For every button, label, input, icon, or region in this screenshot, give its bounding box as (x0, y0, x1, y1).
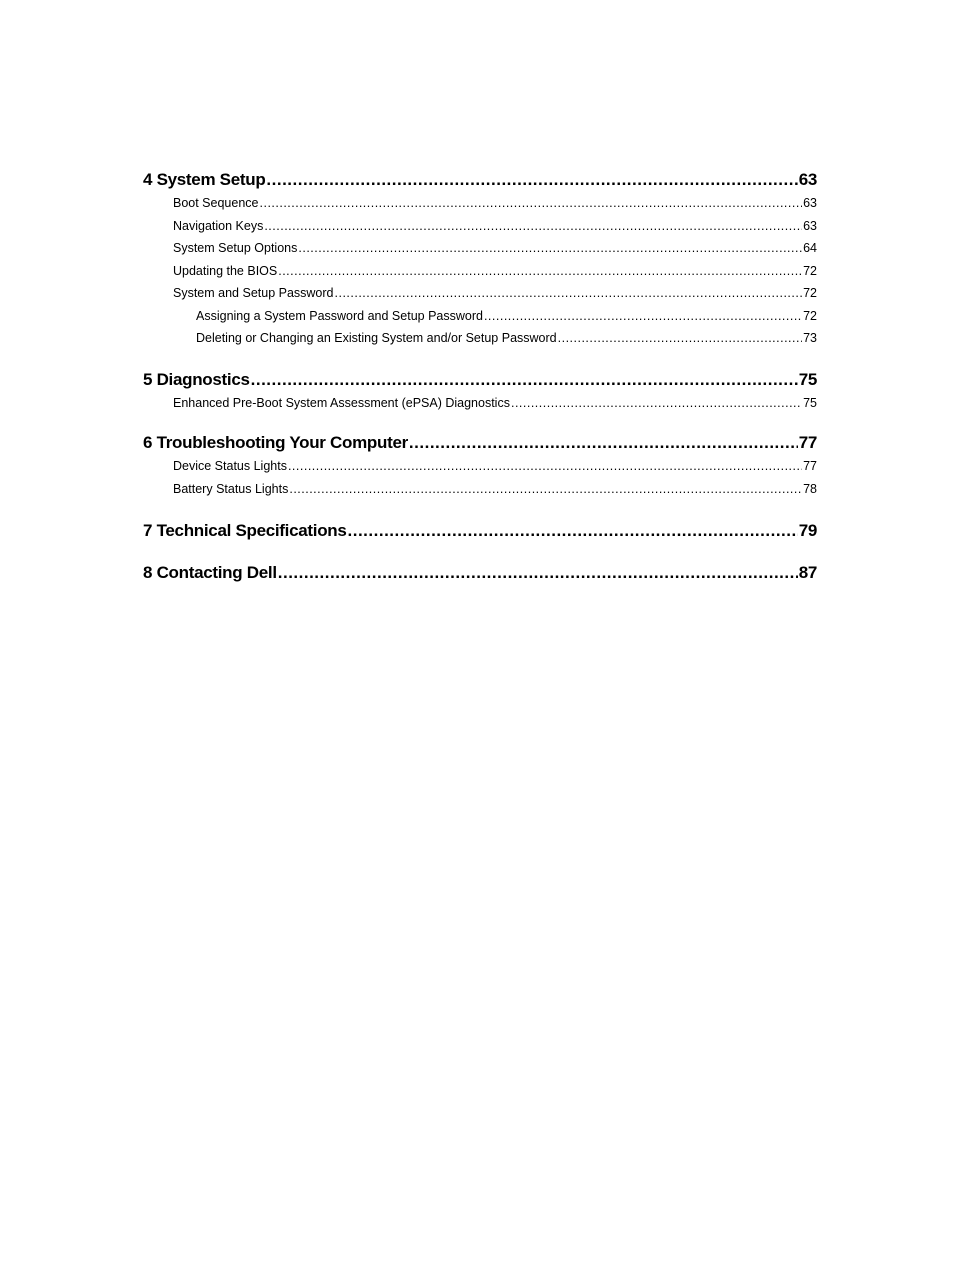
toc-subitem-title: Assigning a System Password and Setup Password (196, 308, 483, 323)
toc-page-number: 63 (803, 218, 817, 233)
toc-chapter-5[interactable] (143, 368, 817, 392)
dot-leader (278, 561, 798, 585)
toc-chapter-7[interactable] (143, 519, 817, 543)
toc-item[interactable] (143, 392, 817, 415)
toc-item[interactable] (143, 215, 817, 238)
dot-leader (266, 168, 797, 192)
dot-leader (260, 192, 803, 215)
toc-item-title: Boot Sequence (173, 196, 259, 210)
section-spacer (143, 414, 817, 431)
toc-subitem[interactable] (143, 305, 817, 328)
toc-page-number: 72 (803, 286, 817, 300)
dot-leader (348, 519, 798, 543)
dot-leader (288, 455, 802, 478)
section-spacer (143, 350, 817, 368)
dot-leader (558, 327, 802, 350)
toc-page-number: 79 (798, 521, 817, 540)
dot-leader (298, 237, 802, 260)
toc-item-title: Battery Status Lights (173, 481, 289, 496)
dot-leader (335, 282, 803, 305)
toc-item-title: Device Status Lights (173, 459, 287, 473)
toc-item-title: System and Setup Password (173, 286, 334, 300)
dot-leader (484, 305, 802, 328)
toc-page-number: 73 (803, 331, 817, 345)
toc-chapter-title: 6 Troubleshooting Your Computer (143, 433, 408, 452)
toc-item[interactable] (143, 478, 817, 501)
toc-chapter-title: 8 Contacting Dell (143, 563, 277, 582)
toc-subitem[interactable] (143, 327, 817, 350)
dot-leader (278, 260, 802, 283)
toc-item-title: System Setup Options (173, 241, 298, 255)
toc-page-number: 78 (803, 481, 817, 496)
toc-subitem-title: Deleting or Changing an Existing System and/or Setup Password (196, 331, 557, 345)
toc-page-number: 72 (803, 263, 817, 278)
dot-leader (251, 368, 798, 392)
dot-leader (511, 392, 802, 415)
toc-page-number: 75 (798, 369, 817, 389)
toc-page-number: 77 (798, 433, 817, 452)
toc-item-title: Updating the BIOS (173, 263, 278, 278)
toc-chapter-4[interactable] (143, 168, 817, 192)
toc-chapter-8[interactable] (143, 561, 817, 585)
toc-item[interactable] (143, 260, 817, 283)
toc-page-number: 77 (803, 459, 817, 473)
toc-page-number: 87 (798, 563, 817, 582)
toc-item[interactable] (143, 282, 817, 305)
dot-leader (289, 478, 802, 501)
toc-page-number: 75 (803, 395, 817, 410)
toc-item[interactable] (143, 237, 817, 260)
toc-chapter-title: 4 System Setup (143, 170, 266, 189)
dot-leader (409, 431, 798, 455)
dot-leader (264, 215, 802, 238)
toc-item[interactable] (143, 455, 817, 478)
section-spacer (143, 500, 817, 519)
toc-page-number: 63 (798, 170, 817, 189)
toc-item-title: Enhanced Pre-Boot System Assessment (ePSA) Diagnostics (173, 395, 510, 410)
section-spacer (143, 543, 817, 561)
toc-page-number: 64 (803, 241, 817, 255)
toc-page-number: 63 (803, 196, 817, 210)
toc-chapter-title: 7 Technical Specifications (143, 521, 347, 540)
toc-chapter-title: 5 Diagnostics (143, 369, 250, 389)
toc-chapter-6[interactable] (143, 431, 817, 455)
table-of-contents (143, 168, 817, 585)
toc-page-number: 72 (803, 308, 817, 323)
toc-item[interactable] (143, 192, 817, 215)
toc-item-title: Navigation Keys (173, 218, 264, 233)
